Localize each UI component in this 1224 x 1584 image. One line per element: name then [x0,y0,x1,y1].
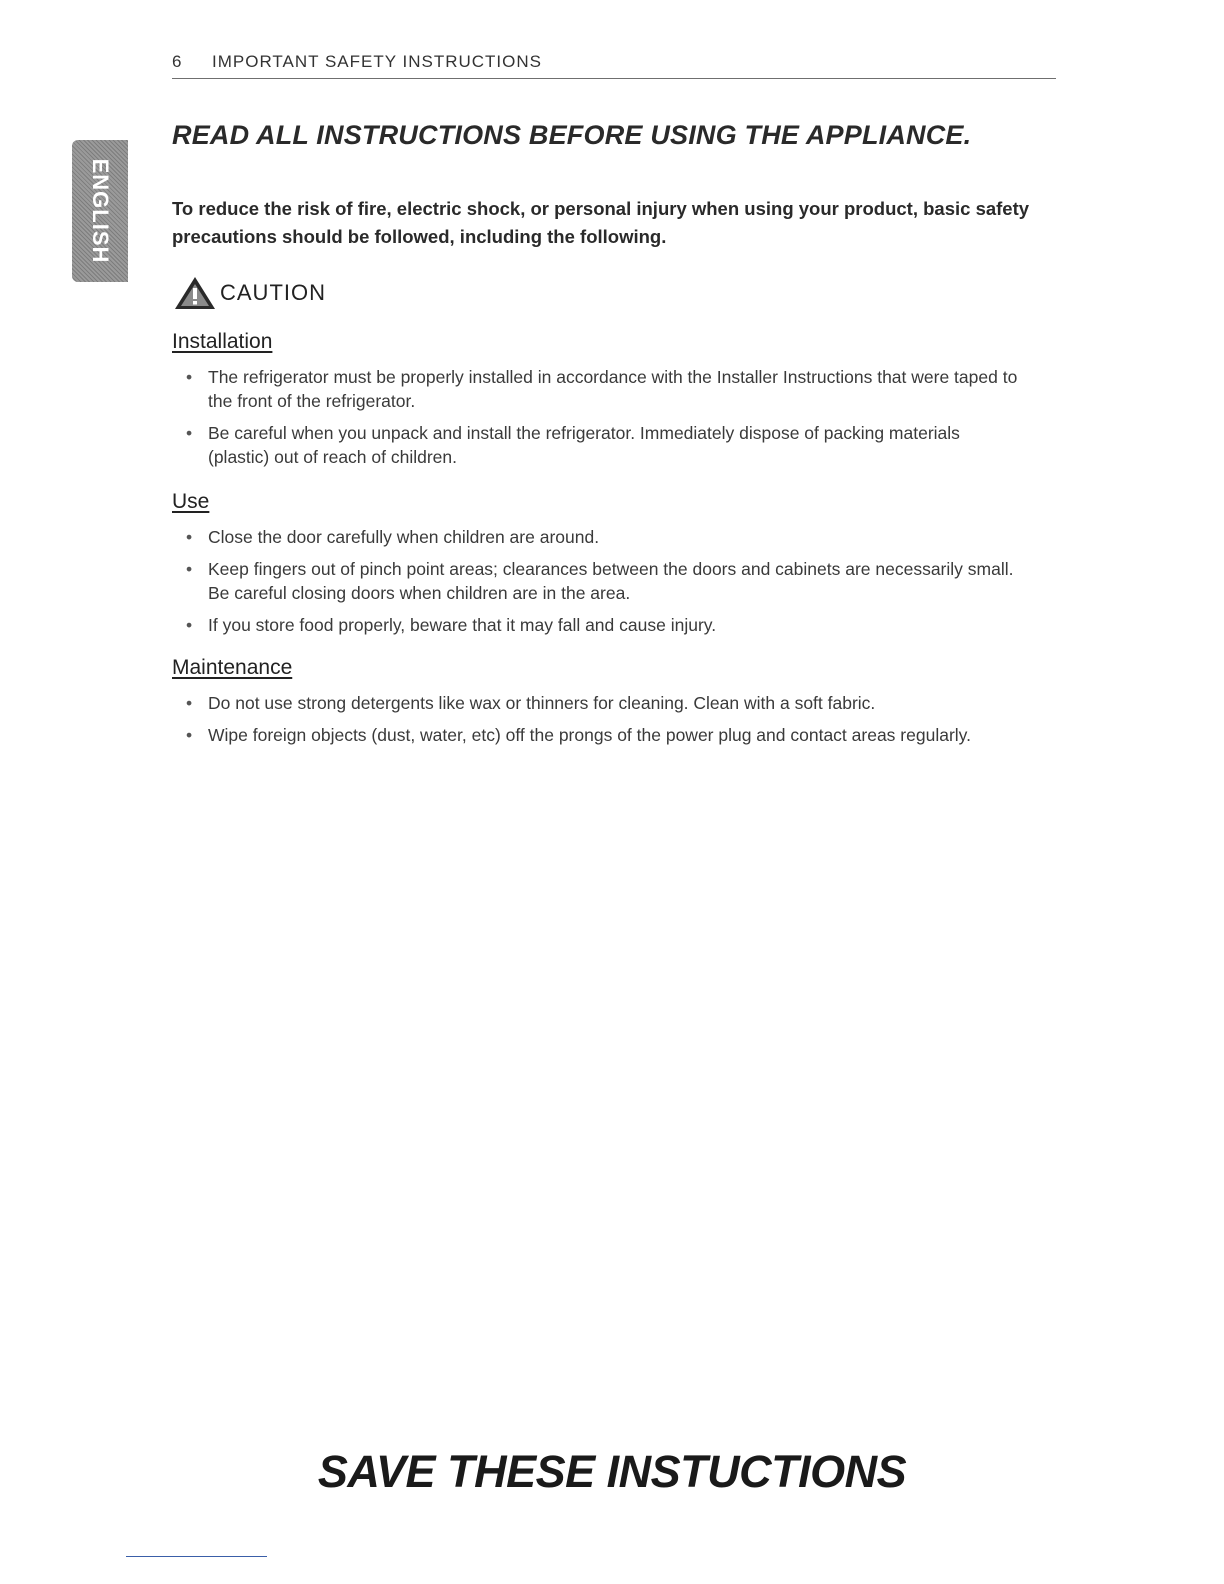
footer-title: SAVE THESE INSTUCTIONS [317,1446,907,1497]
page-header [172,52,1056,79]
main-heading: READ ALL INSTRUCTIONS BEFORE USING THE APPLIANCE. [172,120,972,150]
language-tab [72,140,128,282]
list-item: • Be careful when you unpack and install the refrigerator. Immediately dispose of packing materials (plastic) out of reach of children. [186,421,1026,469]
list-item: • Close the door carefully when children are around. [186,525,1026,549]
page-number: 6 [172,52,183,71]
section-heading-use: Use [172,490,210,513]
caution-banner [172,275,326,311]
caution-label: CAUTION [220,280,326,305]
section-heading-maintenance: Maintenance [172,656,293,679]
list-item: • Keep fingers out of pinch point areas; clearances between the doors and cabinets are necessarily small. Be careful closing doors when children are in the area. [186,557,1026,605]
list-item: • Do not use strong detergents like wax or thinners for cleaning. Clean with a soft fabric. [186,691,1026,715]
installation-list [186,365,1026,477]
footer-rule [126,1556,267,1557]
list-item: • The refrigerator must be properly installed in accordance with the Installer Instructions that were taped to the front of the refrigerator. [186,365,1026,413]
header-title: IMPORTANT SAFETY INSTRUCTIONS [212,52,542,71]
list-item: • Wipe foreign objects (dust, water, etc) off the prongs of the power plug and contact areas regularly. [186,723,1026,747]
list-item: • If you store food properly, beware that it may fall and cause injury. [186,613,1026,637]
maintenance-list [186,691,1026,755]
language-tab-label: ENGLISH [88,158,113,264]
intro-paragraph: To reduce the risk of fire, electric shock, or personal injury when using your product, basic safety precautions should be followed, including the following. [172,198,1030,247]
warning-triangle-icon [172,275,218,311]
section-heading-installation: Installation [172,330,273,353]
use-list [186,525,1026,645]
